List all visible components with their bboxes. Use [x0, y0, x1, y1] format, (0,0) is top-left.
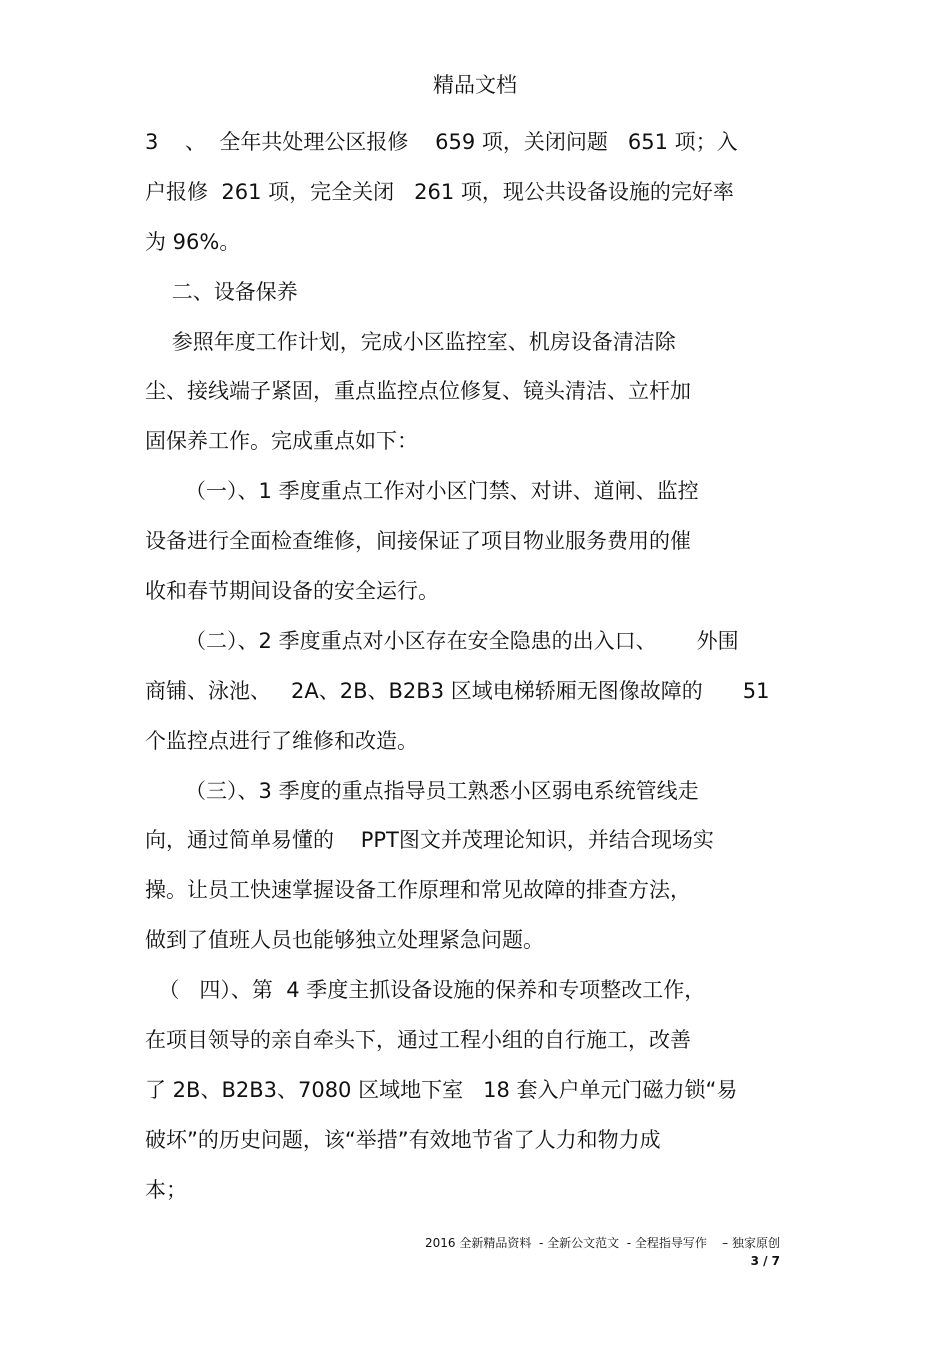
- text-line: 在项目领导的亲自牵头下，通过工程小组的自行施工，改善: [145, 1028, 691, 1052]
- footer-tagline: 2016 全新精品资料 - 全新公文范文 - 全程指导写作 – 独家原创: [425, 1236, 780, 1250]
- text-line: （三）、3 季度的重点指导员工熟悉小区弱电系统管线走: [145, 779, 699, 803]
- text-line: 商铺、泳池、 2A、2B、B2B3 区域电梯轿厢无图像故障的 51: [145, 679, 770, 703]
- text-line: 做到了值班人员也能够独立处理紧急问题。: [145, 928, 544, 952]
- text-line: 参照年度工作计划，完成小区监控室、机房设备清洁除: [145, 330, 676, 354]
- page-number: 3 / 7: [750, 1254, 780, 1268]
- text-line: 户报修 261 项，完全关闭 261 项，现公共设备设施的完好率: [145, 180, 734, 204]
- page-header-title: 精品文档: [433, 73, 517, 97]
- text-line: （一）、1 季度重点工作对小区门禁、对讲、道闸、监控: [145, 479, 699, 503]
- text-line: 固保养工作。完成重点如下：: [145, 429, 418, 453]
- text-line: 尘、接线端子紧固，重点监控点位修复、镜头清洁、立杆加: [145, 379, 691, 403]
- text-line: 了 2B、B2B3、7080 区域地下室 18 套入户单元门磁力锁“易: [145, 1078, 738, 1102]
- text-line: 3 、 全年共处理公区报修 659 项，关闭问题 651 项；入: [145, 130, 738, 154]
- text-line: （二）、2 季度重点对小区存在安全隐患的出入口、 外围: [145, 629, 739, 653]
- section-heading: 二、设备保养: [145, 280, 298, 304]
- text-line: 破坏”的历史问题，该“举措”有效地节省了人力和物力成: [145, 1128, 661, 1152]
- text-line: 设备进行全面检查维修，间接保证了项目物业服务费用的催: [145, 529, 691, 553]
- text-line: 收和春节期间设备的安全运行。: [145, 579, 439, 603]
- text-line: 本；: [145, 1178, 187, 1202]
- text-line: 操。让员工快速掌握设备工作原理和常见故障的排查方法，: [145, 878, 691, 902]
- text-line: 为 96%。: [145, 230, 241, 254]
- text-line: （ 四）、第 4 季度主抓设备设施的保养和专项整改工作，: [145, 978, 706, 1002]
- text-line: 个监控点进行了维修和改造。: [145, 729, 418, 753]
- text-line: 向，通过简单易懂的 PPT图文并茂理论知识，并结合现场实: [145, 828, 714, 852]
